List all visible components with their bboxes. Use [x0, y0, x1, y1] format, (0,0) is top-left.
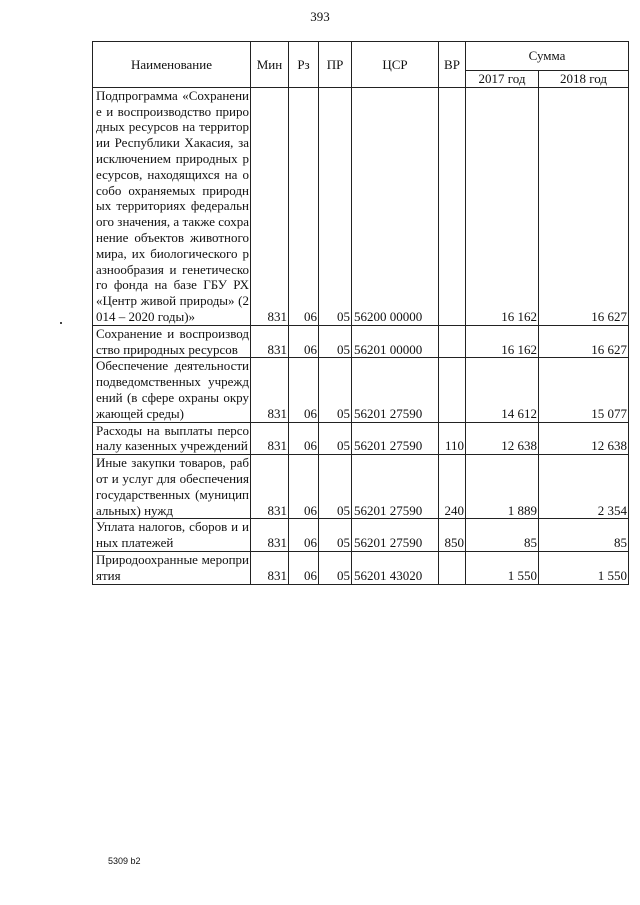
cell-pr: 05 [319, 325, 352, 358]
cell-min: 831 [251, 519, 289, 552]
header-min: Мин [251, 42, 289, 88]
cell-sum-2017: 1 889 [466, 455, 539, 519]
cell-pr: 05 [319, 519, 352, 552]
cell-vr: 240 [439, 455, 466, 519]
cell-sum-2017: 16 162 [466, 325, 539, 358]
cell-csr: 56201 43020 [352, 551, 439, 584]
table-row [93, 87, 629, 325]
cell-csr: 56201 27590 [352, 455, 439, 519]
cell-pr: 05 [319, 551, 352, 584]
table-row [93, 325, 629, 358]
cell-name: Сохранение и воспроизводство природных ресурсов [93, 325, 251, 358]
cell-csr: 56201 00000 [352, 325, 439, 358]
cell-min: 831 [251, 87, 289, 325]
cell-vr: 110 [439, 422, 466, 455]
cell-sum-2018: 1 550 [539, 551, 629, 584]
cell-csr: 56201 27590 [352, 358, 439, 422]
cell-csr: 56201 27590 [352, 519, 439, 552]
cell-min: 831 [251, 325, 289, 358]
cell-sum-2017: 85 [466, 519, 539, 552]
cell-name: Природоохранные мероприятия [93, 551, 251, 584]
header-row [93, 42, 629, 71]
header-year-2018: 2018 год [539, 71, 629, 88]
cell-min: 831 [251, 422, 289, 455]
cell-vr [439, 325, 466, 358]
cell-name: Расходы на выплаты персоналу казенных учреждений [93, 422, 251, 455]
header-pr: ПР [319, 42, 352, 88]
cell-sum-2018: 2 354 [539, 455, 629, 519]
cell-name: Уплата налогов, сборов и иных платежей [93, 519, 251, 552]
header-rz: Рз [289, 42, 319, 88]
cell-rz: 06 [289, 325, 319, 358]
cell-sum-2018: 12 638 [539, 422, 629, 455]
header-vr: ВР [439, 42, 466, 88]
cell-sum-2017: 12 638 [466, 422, 539, 455]
table-body [93, 87, 629, 584]
cell-vr [439, 551, 466, 584]
budget-table [92, 41, 629, 585]
header-year-2017: 2017 год [466, 71, 539, 88]
cell-vr: 850 [439, 519, 466, 552]
cell-pr: 05 [319, 422, 352, 455]
cell-name: Подпрограмма «Сохранение и воспроизводство природных ресурсов на территории Республики Хакасия, за исключением природных ресурсов, находящихся на особо охраняемых природных территориях федерального значения, а также сохранение объектов животного мира, их биологического разнообразия и генетического фонда на базе ГБУ РХ «Центр живой природы» (2014 – 2020 годы)» [93, 87, 251, 325]
cell-pr: 05 [319, 87, 352, 325]
table-row [93, 455, 629, 519]
table-row [93, 519, 629, 552]
header-csr: ЦСР [352, 42, 439, 88]
cell-rz: 06 [289, 551, 319, 584]
cell-min: 831 [251, 455, 289, 519]
header-name: Наименование [93, 42, 251, 88]
cell-min: 831 [251, 358, 289, 422]
cell-vr [439, 358, 466, 422]
cell-sum-2017: 1 550 [466, 551, 539, 584]
cell-pr: 05 [319, 358, 352, 422]
cell-csr: 56201 27590 [352, 422, 439, 455]
margin-dot [60, 322, 62, 324]
cell-sum-2018: 16 627 [539, 325, 629, 358]
cell-name: Иные закупки товаров, работ и услуг для обеспечения государственных (муниципальных) нужд [93, 455, 251, 519]
cell-pr: 05 [319, 455, 352, 519]
cell-sum-2018: 16 627 [539, 87, 629, 325]
cell-vr [439, 87, 466, 325]
cell-sum-2017: 14 612 [466, 358, 539, 422]
cell-rz: 06 [289, 455, 319, 519]
page-number: 393 [310, 9, 330, 24]
cell-rz: 06 [289, 519, 319, 552]
cell-name: Обеспечение деятельности подведомственных учреждений (в сфере охраны окружающей среды) [93, 358, 251, 422]
table-row [93, 551, 629, 584]
cell-sum-2017: 16 162 [466, 87, 539, 325]
cell-sum-2018: 85 [539, 519, 629, 552]
table-row [93, 422, 629, 455]
cell-sum-2018: 15 077 [539, 358, 629, 422]
table-row [93, 358, 629, 422]
cell-csr: 56200 00000 [352, 87, 439, 325]
cell-rz: 06 [289, 422, 319, 455]
cell-rz: 06 [289, 87, 319, 325]
header-sum: Сумма [466, 42, 629, 71]
cell-rz: 06 [289, 358, 319, 422]
cell-min: 831 [251, 551, 289, 584]
footer-code: 5309 b2 [108, 856, 141, 866]
